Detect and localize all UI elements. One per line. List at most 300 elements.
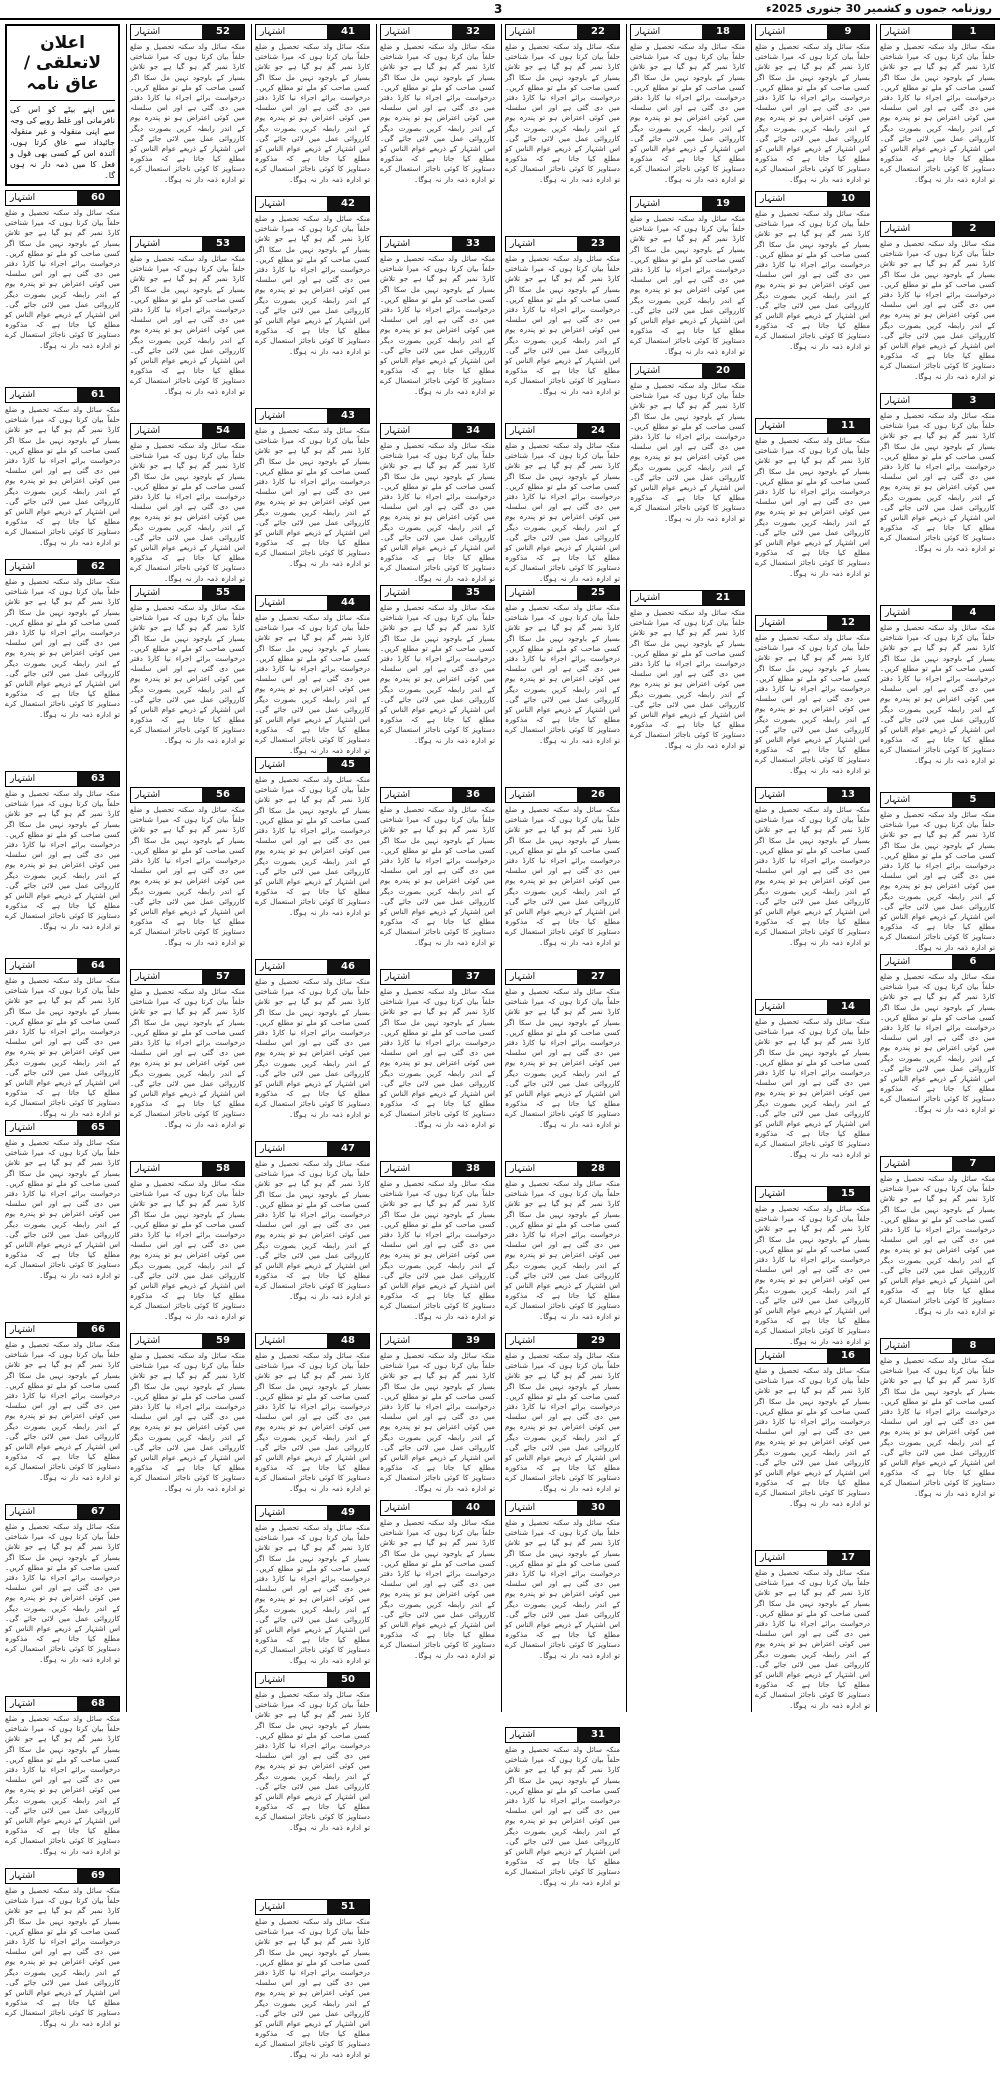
ad-label: اشتہار [135, 972, 161, 982]
ad-text: منکہ سائل ولد سکنہ تحصیل و ضلع حلفاً بیان کرتا ہوں کہ میرا شناختی کارڈ نمبر گم ہو گیا ہے جو تلاش بسیار کے باوجود نہیں مل سکا اگر کسی صاحب کو ملے تو مطلع کریں۔ درخواست برائے اجراء نیا کارڈ دفتر میں دی گئی ہے اور اس سلسلہ میں کوئی اعتراض ہو تو پندرہ یوم کے اندر رابطہ کریں بصورت دیگر کارروائی عمل میں لائی جائے گی۔ اس اشتہار کے ذریعے عوام الناس کو مطلع کیا جاتا ہے کہ مذکورہ دستاویز کا کوئی ناجائز استعمال کرے تو ادارہ ذمہ دار نہ ہوگا۔ [505, 42, 620, 184]
ad-number: 50 [327, 1673, 369, 1687]
classified-ad [130, 236, 245, 419]
ad-label: اشتہار [10, 1871, 36, 1881]
notice-title: اعلان لاتعلقی / عاق نامہ [10, 29, 115, 101]
ad-header [255, 757, 370, 773]
ad-text: منکہ سائل ولد سکنہ تحصیل و ضلع حلفاً بیان کرتا ہوں کہ میرا شناختی کارڈ نمبر گم ہو گیا ہے جو تلاش بسیار کے باوجود نہیں مل سکا اگر کسی صاحب کو ملے تو مطلع کریں۔ درخواست برائے اجراء نیا کارڈ دفتر میں دی گئی ہے اور اس سلسلہ میں کوئی اعتراض ہو تو پندرہ یوم کے اندر رابطہ کریں بصورت دیگر کارروائی عمل میں لائی جائے گی۔ اس اشتہار کے ذریعے عوام الناس کو مطلع کیا جاتا ہے کہ مذکورہ دستاویز کا کوئی ناجائز استعمال کرے تو ادارہ ذمہ دار نہ ہوگا۔ [505, 1745, 620, 1887]
ad-number: 18 [702, 25, 744, 39]
classified-columns [2, 24, 998, 2059]
ad-number: 17 [827, 1551, 869, 1565]
classified-ad [380, 24, 495, 232]
ad-header [130, 423, 245, 439]
ad-header [880, 954, 995, 970]
ad-number: 16 [827, 1349, 869, 1363]
classified-ad [255, 959, 370, 1137]
ad-header [505, 969, 620, 985]
ad-text: منکہ سائل ولد سکنہ تحصیل و ضلع حلفاً بیان کرتا ہوں کہ میرا شناختی کارڈ نمبر گم ہو گیا ہے جو تلاش بسیار کے باوجود نہیں مل سکا اگر کسی صاحب کو ملے تو مطلع کریں۔ درخواست برائے اجراء نیا کارڈ دفتر میں دی گئی ہے اور اس سلسلہ میں کوئی اعتراض ہو تو پندرہ یوم کے اندر رابطہ کریں بصورت دیگر کارروائی عمل میں لائی جائے گی۔ اس اشتہار کے ذریعے عوام الناس کو مطلع کیا جاتا ہے کہ مذکورہ دستاویز کا کوئی ناجائز استعمال کرے تو ادارہ ذمہ دار نہ ہوگا۔ [630, 42, 745, 184]
ad-header [755, 615, 870, 631]
ad-label: اشتہار [760, 1553, 786, 1563]
ad-header [255, 408, 370, 424]
issue-date: روزنامہ جموں و کشمیر 30 جنوری 2025ء [765, 2, 992, 15]
ad-header [505, 24, 620, 40]
ad-number: 48 [327, 1334, 369, 1348]
ad-header [880, 393, 995, 409]
ad-label: اشتہار [10, 1507, 36, 1517]
ad-text: منکہ سائل ولد سکنہ تحصیل و ضلع حلفاً بیان کرتا ہوں کہ میرا شناختی کارڈ نمبر گم ہو گیا ہے جو تلاش بسیار کے باوجود نہیں مل سکا اگر کسی صاحب کو ملے تو مطلع کریں۔ درخواست برائے اجراء نیا کارڈ دفتر میں دی گئی ہے اور اس سلسلہ میں کوئی اعتراض ہو تو پندرہ یوم کے اندر رابطہ کریں بصورت دیگر کارروائی عمل میں لائی جائے گی۔ اس اشتہار کے ذریعے عوام الناس کو مطلع کیا جاتا ہے کہ مذکورہ دستاویز کا کوئی ناجائز استعمال کرے تو ادارہ ذمہ دار نہ ہوگا۔ [130, 254, 245, 396]
ad-text: منکہ سائل ولد سکنہ تحصیل و ضلع حلفاً بیان کرتا ہوں کہ میرا شناختی کارڈ نمبر گم ہو گیا ہے جو تلاش بسیار کے باوجود نہیں مل سکا اگر کسی صاحب کو ملے تو مطلع کریں۔ درخواست برائے اجراء نیا کارڈ دفتر میں دی گئی ہے اور اس سلسلہ میں کوئی اعتراض ہو تو پندرہ یوم کے اندر رابطہ کریں بصورت دیگر کارروائی عمل میں لائی جائے گی۔ اس اشتہار کے ذریعے عوام الناس کو مطلع کیا جاتا ہے کہ مذکورہ دستاویز کا کوئی ناجائز استعمال کرے تو ادارہ ذمہ دار نہ ہوگا۔ [130, 1351, 245, 1493]
ad-text: منکہ سائل ولد سکنہ تحصیل و ضلع حلفاً بیان کرتا ہوں کہ میرا شناختی کارڈ نمبر گم ہو گیا ہے جو تلاش بسیار کے باوجود نہیں مل سکا اگر کسی صاحب کو ملے تو مطلع کریں۔ درخواست برائے اجراء نیا کارڈ دفتر میں دی گئی ہے اور اس سلسلہ میں کوئی اعتراض ہو تو پندرہ یوم کے اندر رابطہ کریں بصورت دیگر کارروائی عمل میں لائی جائے گی۔ اس اشتہار کے ذریعے عوام الناس کو مطلع کیا جاتا ہے کہ مذکورہ دستاویز کا کوئی ناجائز استعمال کرے تو ادارہ ذمہ دار نہ ہوگا۔ [505, 1518, 620, 1660]
ad-number: 27 [577, 970, 619, 984]
ad-header [880, 1156, 995, 1172]
ad-number: 43 [327, 409, 369, 423]
ad-number: 44 [327, 596, 369, 610]
ad-number: 61 [77, 388, 119, 402]
classified-ad [505, 24, 620, 232]
ad-label: اشتہار [10, 562, 36, 572]
ad-label: اشتہار [260, 962, 286, 972]
ad-number: 55 [202, 586, 244, 600]
ad-number: 9 [827, 25, 869, 39]
ad-header [5, 190, 120, 206]
ad-number: 34 [452, 424, 494, 438]
classified-ad [380, 1500, 495, 1723]
classified-ad [5, 1120, 120, 1318]
ad-number: 21 [702, 591, 744, 605]
classified-ad [755, 1550, 870, 1728]
ad-number: 2 [952, 222, 994, 236]
ad-label: اشتہار [135, 588, 161, 598]
classified-ad [380, 585, 495, 783]
classified-ad [255, 196, 370, 404]
ad-number: 1 [952, 25, 994, 39]
ad-text: منکہ سائل ولد سکنہ تحصیل و ضلع حلفاً بیان کرتا ہوں کہ میرا شناختی کارڈ نمبر گم ہو گیا ہے جو تلاش بسیار کے باوجود نہیں مل سکا اگر کسی صاحب کو ملے تو مطلع کریں۔ درخواست برائے اجراء نیا کارڈ دفتر میں دی گئی ہے اور اس سلسلہ میں کوئی اعتراض ہو تو پندرہ یوم کے اندر رابطہ کریں بصورت دیگر کارروائی عمل میں لائی جائے گی۔ اس اشتہار کے ذریعے عوام الناس کو مطلع کیا جاتا ہے کہ مذکورہ دستاویز کا کوئی ناجائز استعمال کرے تو ادارہ ذمہ دار نہ ہوگا۔ [5, 976, 120, 1118]
classified-ad [130, 423, 245, 581]
classified-ad [5, 1504, 120, 1692]
classified-ad [755, 1186, 870, 1344]
ad-header [380, 585, 495, 601]
ad-header [5, 559, 120, 575]
ad-header [880, 1338, 995, 1354]
classified-ad [755, 615, 870, 783]
ad-label: اشتہار [635, 593, 661, 603]
ad-label: اشتہار [260, 1508, 286, 1518]
ad-number: 12 [827, 616, 869, 630]
ad-label: اشتہار [385, 239, 411, 249]
newspaper-column [376, 24, 498, 1712]
classified-ad [130, 969, 245, 1157]
ad-text: منکہ سائل ولد سکنہ تحصیل و ضلع حلفاً بیان کرتا ہوں کہ میرا شناختی کارڈ نمبر گم ہو گیا ہے جو تلاش بسیار کے باوجود نہیں مل سکا اگر کسی صاحب کو ملے تو مطلع کریں۔ درخواست برائے اجراء نیا کارڈ دفتر میں دی گئی ہے اور اس سلسلہ میں کوئی اعتراض ہو تو پندرہ یوم کے اندر رابطہ کریں بصورت دیگر کارروائی عمل میں لائی جائے گی۔ اس اشتہار کے ذریعے عوام الناس کو مطلع کیا جاتا ہے کہ مذکورہ دستاویز کا کوئی ناجائز استعمال کرے تو ادارہ ذمہ دار نہ ہوگا۔ [255, 977, 370, 1119]
ad-number: 8 [952, 1339, 994, 1353]
ad-label: اشتہار [885, 1159, 911, 1169]
classified-ad [880, 24, 995, 217]
disclaimer-notice [5, 24, 120, 186]
ad-label: اشتہار [510, 426, 536, 436]
ad-number: 11 [827, 419, 869, 433]
ad-text: منکہ سائل ولد سکنہ تحصیل و ضلع حلفاً بیان کرتا ہوں کہ میرا شناختی کارڈ نمبر گم ہو گیا ہے جو تلاش بسیار کے باوجود نہیں مل سکا اگر کسی صاحب کو ملے تو مطلع کریں۔ درخواست برائے اجراء نیا کارڈ دفتر میں دی گئی ہے اور اس سلسلہ میں کوئی اعتراض ہو تو پندرہ یوم کے اندر رابطہ کریں بصورت دیگر کارروائی عمل میں لائی جائے گی۔ اس اشتہار کے ذریعے عوام الناس کو مطلع کیا جاتا ہے کہ مذکورہ دستاویز کا کوئی ناجائز استعمال کرے تو ادارہ ذمہ دار نہ ہوگا۔ [505, 805, 620, 947]
ad-number: 45 [327, 758, 369, 772]
ad-label: اشتہار [510, 239, 536, 249]
newspaper-column [501, 24, 623, 1887]
classified-ad [255, 24, 370, 192]
ad-number: 47 [327, 1142, 369, 1156]
ad-label: اشتہار [885, 27, 911, 37]
ad-number: 49 [327, 1506, 369, 1520]
ad-header [505, 585, 620, 601]
ad-number: 23 [577, 237, 619, 251]
classified-ad [130, 585, 245, 783]
ad-number: 56 [202, 788, 244, 802]
ad-label: اشتہار [10, 1123, 36, 1133]
ad-label: اشتہار [510, 27, 536, 37]
ad-number: 62 [77, 560, 119, 574]
classified-ad [630, 363, 745, 586]
ad-text: منکہ سائل ولد سکنہ تحصیل و ضلع حلفاً بیان کرتا ہوں کہ میرا شناختی کارڈ نمبر گم ہو گیا ہے جو تلاش بسیار کے باوجود نہیں مل سکا اگر کسی صاحب کو ملے تو مطلع کریں۔ درخواست برائے اجراء نیا کارڈ دفتر میں دی گئی ہے اور اس سلسلہ میں کوئی اعتراض ہو تو پندرہ یوم کے اندر رابطہ کریں بصورت دیگر کارروائی عمل میں لائی جائے گی۔ اس اشتہار کے ذریعے عوام الناس کو مطلع کیا جاتا ہے کہ مذکورہ دستاویز کا کوئی ناجائز استعمال کرے تو ادارہ ذمہ دار نہ ہوگا۔ [380, 1351, 495, 1493]
ad-header [630, 196, 745, 212]
ad-label: اشتہار [385, 27, 411, 37]
ad-label: اشتہار [135, 790, 161, 800]
ad-text: منکہ سائل ولد سکنہ تحصیل و ضلع حلفاً بیان کرتا ہوں کہ میرا شناختی کارڈ نمبر گم ہو گیا ہے جو تلاش بسیار کے باوجود نہیں مل سکا اگر کسی صاحب کو ملے تو مطلع کریں۔ درخواست برائے اجراء نیا کارڈ دفتر میں دی گئی ہے اور اس سلسلہ میں کوئی اعتراض ہو تو پندرہ یوم کے اندر رابطہ کریں بصورت دیگر کارروائی عمل میں لائی جائے گی۔ اس اشتہار کے ذریعے عوام الناس کو مطلع کیا جاتا ہے کہ مذکورہ دستاویز کا کوئی ناجائز استعمال کرے تو ادارہ ذمہ دار نہ ہوگا۔ [755, 42, 870, 184]
ad-label: اشتہار [135, 27, 161, 37]
ad-text: منکہ سائل ولد سکنہ تحصیل و ضلع حلفاً بیان کرتا ہوں کہ میرا شناختی کارڈ نمبر گم ہو گیا ہے جو تلاش بسیار کے باوجود نہیں مل سکا اگر کسی صاحب کو ملے تو مطلع کریں۔ درخواست برائے اجراء نیا کارڈ دفتر میں دی گئی ہے اور اس سلسلہ میں کوئی اعتراض ہو تو پندرہ یوم کے اندر رابطہ کریں بصورت دیگر کارروائی عمل میں لائی جائے گی۔ اس اشتہار کے ذریعے عوام الناس کو مطلع کیا جاتا ہے کہ مذکورہ دستاویز کا کوئی ناجائز استعمال کرے تو ادارہ ذمہ دار نہ ہوگا۔ [5, 577, 120, 719]
ad-number: 29 [577, 1334, 619, 1348]
ad-header [630, 24, 745, 40]
classified-ad [130, 787, 245, 965]
ad-number: 65 [77, 1121, 119, 1135]
ad-header [5, 1696, 120, 1712]
ad-number: 42 [327, 197, 369, 211]
ad-text: منکہ سائل ولد سکنہ تحصیل و ضلع حلفاً بیان کرتا ہوں کہ میرا شناختی کارڈ نمبر گم ہو گیا ہے جو تلاش بسیار کے باوجود نہیں مل سکا اگر کسی صاحب کو ملے تو مطلع کریں۔ درخواست برائے اجراء نیا کارڈ دفتر میں دی گئی ہے اور اس سلسلہ میں کوئی اعتراض ہو تو پندرہ یوم کے اندر رابطہ کریں بصورت دیگر کارروائی عمل میں لائی جائے گی۔ اس اشتہار کے ذریعے عوام الناس کو مطلع کیا جاتا ہے کہ مذکورہ دستاویز کا کوئی ناجائز استعمال کرے تو ادارہ ذمہ دار نہ ہوگا۔ [5, 789, 120, 931]
ad-header [5, 958, 120, 974]
ad-header [5, 1120, 120, 1136]
ad-text: منکہ سائل ولد سکنہ تحصیل و ضلع حلفاً بیان کرتا ہوں کہ میرا شناختی کارڈ نمبر گم ہو گیا ہے جو تلاش بسیار کے باوجود نہیں مل سکا اگر کسی صاحب کو ملے تو مطلع کریں۔ درخواست برائے اجراء نیا کارڈ دفتر میں دی گئی ہے اور اس سلسلہ میں کوئی اعتراض ہو تو پندرہ یوم کے اندر رابطہ کریں بصورت دیگر کارروائی عمل میں لائی جائے گی۔ اس اشتہار کے ذریعے عوام الناس کو مطلع کیا جاتا ہے کہ مذکورہ دستاویز کا کوئی ناجائز استعمال کرے تو ادارہ ذمہ دار نہ ہوگا۔ [130, 441, 245, 583]
ad-number: 20 [702, 364, 744, 378]
ad-text: منکہ سائل ولد سکنہ تحصیل و ضلع حلفاً بیان کرتا ہوں کہ میرا شناختی کارڈ نمبر گم ہو گیا ہے جو تلاش بسیار کے باوجود نہیں مل سکا اگر کسی صاحب کو ملے تو مطلع کریں۔ درخواست برائے اجراء نیا کارڈ دفتر میں دی گئی ہے اور اس سلسلہ میں کوئی اعتراض ہو تو پندرہ یوم کے اندر رابطہ کریں بصورت دیگر کارروائی عمل میں لائی جائے گی۔ اس اشتہار کے ذریعے عوام الناس کو مطلع کیا جاتا ہے کہ مذکورہ دستاویز کا کوئی ناجائز استعمال کرے تو ادارہ ذمہ دار نہ ہوگا۔ [630, 608, 745, 750]
classified-ad [380, 423, 495, 581]
ad-label: اشتہار [260, 1336, 286, 1346]
ad-header [130, 787, 245, 803]
ad-number: 57 [202, 970, 244, 984]
classified-ad [255, 1672, 370, 1895]
classified-ad [255, 1333, 370, 1501]
classified-ad [5, 1322, 120, 1500]
ad-header [255, 196, 370, 212]
ad-label: اشتہار [760, 27, 786, 37]
ad-label: اشتہار [135, 239, 161, 249]
ad-label: اشتہار [260, 760, 286, 770]
classified-ad [5, 958, 120, 1116]
classified-ad [380, 236, 495, 419]
ad-text: منکہ سائل ولد سکنہ تحصیل و ضلع حلفاً بیان کرتا ہوں کہ میرا شناختی کارڈ نمبر گم ہو گیا ہے جو تلاش بسیار کے باوجود نہیں مل سکا اگر کسی صاحب کو ملے تو مطلع کریں۔ درخواست برائے اجراء نیا کارڈ دفتر میں دی گئی ہے اور اس سلسلہ میں کوئی اعتراض ہو تو پندرہ یوم کے اندر رابطہ کریں بصورت دیگر کارروائی عمل میں لائی جائے گی۔ اس اشتہار کے ذریعے عوام الناس کو مطلع کیا جاتا ہے کہ مذکورہ دستاویز کا کوئی ناجائز استعمال کرے تو ادارہ ذمہ دار نہ ہوگا۔ [755, 1568, 870, 1710]
classified-ad [130, 1333, 245, 1496]
ad-text: منکہ سائل ولد سکنہ تحصیل و ضلع حلفاً بیان کرتا ہوں کہ میرا شناختی کارڈ نمبر گم ہو گیا ہے جو تلاش بسیار کے باوجود نہیں مل سکا اگر کسی صاحب کو ملے تو مطلع کریں۔ درخواست برائے اجراء نیا کارڈ دفتر میں دی گئی ہے اور اس سلسلہ میں کوئی اعتراض ہو تو پندرہ یوم کے اندر رابطہ کریں بصورت دیگر کارروائی عمل میں لائی جائے گی۔ اس اشتہار کے ذریعے عوام الناس کو مطلع کیا جاتا ہے کہ مذکورہ دستاویز کا کوئی ناجائز استعمال کرے تو ادارہ ذمہ دار نہ ہوگا۔ [505, 603, 620, 745]
ad-header [255, 1899, 370, 1915]
ad-text: منکہ سائل ولد سکنہ تحصیل و ضلع حلفاً بیان کرتا ہوں کہ میرا شناختی کارڈ نمبر گم ہو گیا ہے جو تلاش بسیار کے باوجود نہیں مل سکا اگر کسی صاحب کو ملے تو مطلع کریں۔ درخواست برائے اجراء نیا کارڈ دفتر میں دی گئی ہے اور اس سلسلہ میں کوئی اعتراض ہو تو پندرہ یوم کے اندر رابطہ کریں بصورت دیگر کارروائی عمل میں لائی جائے گی۔ اس اشتہار کے ذریعے عوام الناس کو مطلع کیا جاتا ہے کہ مذکورہ دستاویز کا کوئی ناجائز استعمال کرے تو ادارہ ذمہ دار نہ ہوگا۔ [880, 810, 995, 952]
ad-label: اشتہار [885, 224, 911, 234]
ad-header [255, 24, 370, 40]
ad-text: منکہ سائل ولد سکنہ تحصیل و ضلع حلفاً بیان کرتا ہوں کہ میرا شناختی کارڈ نمبر گم ہو گیا ہے جو تلاش بسیار کے باوجود نہیں مل سکا اگر کسی صاحب کو ملے تو مطلع کریں۔ درخواست برائے اجراء نیا کارڈ دفتر میں دی گئی ہے اور اس سلسلہ میں کوئی اعتراض ہو تو پندرہ یوم کے اندر رابطہ کریں بصورت دیگر کارروائی عمل میں لائی جائے گی۔ اس اشتہار کے ذریعے عوام الناس کو مطلع کیا جاتا ہے کہ مذکورہ دستاویز کا کوئی ناجائز استعمال کرے تو ادارہ ذمہ دار نہ ہوگا۔ [880, 623, 995, 765]
ad-header [380, 787, 495, 803]
ad-number: 33 [452, 237, 494, 251]
classified-ad [505, 236, 620, 419]
ad-header [755, 1348, 870, 1364]
ad-text: منکہ سائل ولد سکنہ تحصیل و ضلع حلفاً بیان کرتا ہوں کہ میرا شناختی کارڈ نمبر گم ہو گیا ہے جو تلاش بسیار کے باوجود نہیں مل سکا اگر کسی صاحب کو ملے تو مطلع کریں۔ درخواست برائے اجراء نیا کارڈ دفتر میں دی گئی ہے اور اس سلسلہ میں کوئی اعتراض ہو تو پندرہ یوم کے اندر رابطہ کریں بصورت دیگر کارروائی عمل میں لائی جائے گی۔ اس اشتہار کے ذریعے عوام الناس کو مطلع کیا جاتا ہے کہ مذکورہ دستاویز کا کوئی ناجائز استعمال کرے تو ادارہ ذمہ دار نہ ہوگا۔ [5, 1714, 120, 1856]
ad-text: منکہ سائل ولد سکنہ تحصیل و ضلع حلفاً بیان کرتا ہوں کہ میرا شناختی کارڈ نمبر گم ہو گیا ہے جو تلاش بسیار کے باوجود نہیں مل سکا اگر کسی صاحب کو ملے تو مطلع کریں۔ درخواست برائے اجراء نیا کارڈ دفتر میں دی گئی ہے اور اس سلسلہ میں کوئی اعتراض ہو تو پندرہ یوم کے اندر رابطہ کریں بصورت دیگر کارروائی عمل میں لائی جائے گی۔ اس اشتہار کے ذریعے عوام الناس کو مطلع کیا جاتا ہے کہ مذکورہ دستاویز کا کوئی ناجائز استعمال کرے تو ادارہ ذمہ دار نہ ہوگا۔ [380, 441, 495, 583]
ad-number: 35 [452, 586, 494, 600]
ad-header [380, 1333, 495, 1349]
classified-ad [380, 969, 495, 1157]
ad-header [505, 1161, 620, 1177]
ad-text: منکہ سائل ولد سکنہ تحصیل و ضلع حلفاً بیان کرتا ہوں کہ میرا شناختی کارڈ نمبر گم ہو گیا ہے جو تلاش بسیار کے باوجود نہیں مل سکا اگر کسی صاحب کو ملے تو مطلع کریں۔ درخواست برائے اجراء نیا کارڈ دفتر میں دی گئی ہے اور اس سلسلہ میں کوئی اعتراض ہو تو پندرہ یوم کے اندر رابطہ کریں بصورت دیگر کارروائی عمل میں لائی جائے گی۔ اس اشتہار کے ذریعے عوام الناس کو مطلع کیا جاتا ہے کہ مذکورہ دستاویز کا کوئی ناجائز استعمال کرے تو ادارہ ذمہ دار نہ ہوگا۔ [505, 987, 620, 1129]
ad-text: منکہ سائل ولد سکنہ تحصیل و ضلع حلفاً بیان کرتا ہوں کہ میرا شناختی کارڈ نمبر گم ہو گیا ہے جو تلاش بسیار کے باوجود نہیں مل سکا اگر کسی صاحب کو ملے تو مطلع کریں۔ درخواست برائے اجراء نیا کارڈ دفتر میں دی گئی ہے اور اس سلسلہ میں کوئی اعتراض ہو تو پندرہ یوم کے اندر رابطہ کریں بصورت دیگر کارروائی عمل میں لائی جائے گی۔ اس اشتہار کے ذریعے عوام الناس کو مطلع کیا جاتا ہے کہ مذکورہ دستاویز کا کوئی ناجائز استعمال کرے تو ادارہ ذمہ دار نہ ہوگا۔ [880, 1174, 995, 1316]
classified-ad [505, 969, 620, 1157]
ad-number: 53 [202, 237, 244, 251]
classified-ad [755, 24, 870, 187]
classified-ad [755, 787, 870, 995]
ad-text: منکہ سائل ولد سکنہ تحصیل و ضلع حلفاً بیان کرتا ہوں کہ میرا شناختی کارڈ نمبر گم ہو گیا ہے جو تلاش بسیار کے باوجود نہیں مل سکا اگر کسی صاحب کو ملے تو مطلع کریں۔ درخواست برائے اجراء نیا کارڈ دفتر میں دی گئی ہے اور اس سلسلہ میں کوئی اعتراض ہو تو پندرہ یوم کے اندر رابطہ کریں بصورت دیگر کارروائی عمل میں لائی جائے گی۔ اس اشتہار کے ذریعے عوام الناس کو مطلع کیا جاتا ہے کہ مذکورہ دستاویز کا کوئی ناجائز استعمال کرے تو ادارہ ذمہ دار نہ ہوگا۔ [255, 775, 370, 917]
ad-text: منکہ سائل ولد سکنہ تحصیل و ضلع حلفاً بیان کرتا ہوں کہ میرا شناختی کارڈ نمبر گم ہو گیا ہے جو تلاش بسیار کے باوجود نہیں مل سکا اگر کسی صاحب کو ملے تو مطلع کریں۔ درخواست برائے اجراء نیا کارڈ دفتر میں دی گئی ہے اور اس سلسلہ میں کوئی اعتراض ہو تو پندرہ یوم کے اندر رابطہ کریں بصورت دیگر کارروائی عمل میں لائی جائے گی۔ اس اشتہار کے ذریعے عوام الناس کو مطلع کیا جاتا ہے کہ مذکورہ دستاویز کا کوئی ناجائز استعمال کرے تو ادارہ ذمہ دار نہ ہوگا۔ [505, 1351, 620, 1493]
ad-label: اشتہار [510, 972, 536, 982]
ad-text: منکہ سائل ولد سکنہ تحصیل و ضلع حلفاً بیان کرتا ہوں کہ میرا شناختی کارڈ نمبر گم ہو گیا ہے جو تلاش بسیار کے باوجود نہیں مل سکا اگر کسی صاحب کو ملے تو مطلع کریں۔ درخواست برائے اجراء نیا کارڈ دفتر میں دی گئی ہے اور اس سلسلہ میں کوئی اعتراض ہو تو پندرہ یوم کے اندر رابطہ کریں بصورت دیگر کارروائی عمل میں لائی جائے گی۔ اس اشتہار کے ذریعے عوام الناس کو مطلع کیا جاتا ہے کہ مذکورہ دستاویز کا کوئی ناجائز استعمال کرے تو ادارہ ذمہ دار نہ ہوگا۔ [255, 613, 370, 755]
ad-label: اشتہار [10, 1325, 36, 1335]
ad-label: اشتہار [885, 1341, 911, 1351]
ad-header [380, 1161, 495, 1177]
ad-text: منکہ سائل ولد سکنہ تحصیل و ضلع حلفاً بیان کرتا ہوں کہ میرا شناختی کارڈ نمبر گم ہو گیا ہے جو تلاش بسیار کے باوجود نہیں مل سکا اگر کسی صاحب کو ملے تو مطلع کریں۔ درخواست برائے اجراء نیا کارڈ دفتر میں دی گئی ہے اور اس سلسلہ میں کوئی اعتراض ہو تو پندرہ یوم کے اندر رابطہ کریں بصورت دیگر کارروائی عمل میں لائی جائے گی۔ اس اشتہار کے ذریعے عوام الناس کو مطلع کیا جاتا ہے کہ مذکورہ دستاویز کا کوئی ناجائز استعمال کرے تو ادارہ ذمہ دار نہ ہوگا۔ [255, 426, 370, 568]
ad-text: منکہ سائل ولد سکنہ تحصیل و ضلع حلفاً بیان کرتا ہوں کہ میرا شناختی کارڈ نمبر گم ہو گیا ہے جو تلاش بسیار کے باوجود نہیں مل سکا اگر کسی صاحب کو ملے تو مطلع کریں۔ درخواست برائے اجراء نیا کارڈ دفتر میں دی گئی ہے اور اس سلسلہ میں کوئی اعتراض ہو تو پندرہ یوم کے اندر رابطہ کریں بصورت دیگر کارروائی عمل میں لائی جائے گی۔ اس اشتہار کے ذریعے عوام الناس کو مطلع کیا جاتا ہے کہ مذکورہ دستاویز کا کوئی ناجائز استعمال کرے تو ادارہ ذمہ دار نہ ہوگا۔ [255, 1917, 370, 2059]
ad-number: 60 [77, 191, 119, 205]
classified-ad [505, 423, 620, 581]
ad-text: منکہ سائل ولد سکنہ تحصیل و ضلع حلفاً بیان کرتا ہوں کہ میرا شناختی کارڈ نمبر گم ہو گیا ہے جو تلاش بسیار کے باوجود نہیں مل سکا اگر کسی صاحب کو ملے تو مطلع کریں۔ درخواست برائے اجراء نیا کارڈ دفتر میں دی گئی ہے اور اس سلسلہ میں کوئی اعتراض ہو تو پندرہ یوم کے اندر رابطہ کریں بصورت دیگر کارروائی عمل میں لائی جائے گی۔ اس اشتہار کے ذریعے عوام الناس کو مطلع کیا جاتا ہے کہ مذکورہ دستاویز کا کوئی ناجائز استعمال کرے تو ادارہ ذمہ دار نہ ہوگا۔ [380, 1179, 495, 1321]
ad-number: 6 [952, 955, 994, 969]
classified-ad [880, 221, 995, 389]
ad-text: منکہ سائل ولد سکنہ تحصیل و ضلع حلفاً بیان کرتا ہوں کہ میرا شناختی کارڈ نمبر گم ہو گیا ہے جو تلاش بسیار کے باوجود نہیں مل سکا اگر کسی صاحب کو ملے تو مطلع کریں۔ درخواست برائے اجراء نیا کارڈ دفتر میں دی گئی ہے اور اس سلسلہ میں کوئی اعتراض ہو تو پندرہ یوم کے اندر رابطہ کریں بصورت دیگر کارروائی عمل میں لائی جائے گی۔ اس اشتہار کے ذریعے عوام الناس کو مطلع کیا جاتا ہے کہ مذکورہ دستاویز کا کوئی ناجائز استعمال کرے تو ادارہ ذمہ دار نہ ہوگا۔ [505, 1179, 620, 1321]
classified-ad [380, 787, 495, 965]
ad-header [505, 423, 620, 439]
newspaper-column [876, 24, 998, 1712]
ad-number: 37 [452, 970, 494, 984]
ad-header [880, 605, 995, 621]
ad-text: منکہ سائل ولد سکنہ تحصیل و ضلع حلفاً بیان کرتا ہوں کہ میرا شناختی کارڈ نمبر گم ہو گیا ہے جو تلاش بسیار کے باوجود نہیں مل سکا اگر کسی صاحب کو ملے تو مطلع کریں۔ درخواست برائے اجراء نیا کارڈ دفتر میں دی گئی ہے اور اس سلسلہ میں کوئی اعتراض ہو تو پندرہ یوم کے اندر رابطہ کریں بصورت دیگر کارروائی عمل میں لائی جائے گی۔ اس اشتہار کے ذریعے عوام الناس کو مطلع کیا جاتا ہے کہ مذکورہ دستاویز کا کوئی ناجائز استعمال کرے تو ادارہ ذمہ دار نہ ہوگا۔ [880, 42, 995, 184]
ad-label: اشتہار [510, 588, 536, 598]
ad-label: اشتہار [260, 1675, 286, 1685]
ad-number: 30 [577, 1501, 619, 1515]
ad-number: 24 [577, 424, 619, 438]
newspaper-column [126, 24, 248, 1712]
ad-header [255, 1333, 370, 1349]
ad-header [380, 236, 495, 252]
classified-ad [630, 24, 745, 192]
ad-label: اشتہار [385, 1503, 411, 1513]
ad-text: منکہ سائل ولد سکنہ تحصیل و ضلع حلفاً بیان کرتا ہوں کہ میرا شناختی کارڈ نمبر گم ہو گیا ہے جو تلاش بسیار کے باوجود نہیں مل سکا اگر کسی صاحب کو ملے تو مطلع کریں۔ درخواست برائے اجراء نیا کارڈ دفتر میں دی گئی ہے اور اس سلسلہ میں کوئی اعتراض ہو تو پندرہ یوم کے اندر رابطہ کریں بصورت دیگر کارروائی عمل میں لائی جائے گی۔ اس اشتہار کے ذریعے عوام الناس کو مطلع کیا جاتا ہے کہ مذکورہ دستاویز کا کوئی ناجائز استعمال کرے تو ادارہ ذمہ دار نہ ہوگا۔ [630, 381, 745, 523]
ad-number: 7 [952, 1157, 994, 1171]
ad-header [5, 771, 120, 787]
ad-header [505, 787, 620, 803]
ad-number: 38 [452, 1162, 494, 1176]
ad-number: 10 [827, 192, 869, 206]
ad-number: 52 [202, 25, 244, 39]
ad-header [880, 24, 995, 40]
ad-header [255, 1141, 370, 1157]
ad-text: منکہ سائل ولد سکنہ تحصیل و ضلع حلفاً بیان کرتا ہوں کہ میرا شناختی کارڈ نمبر گم ہو گیا ہے جو تلاش بسیار کے باوجود نہیں مل سکا اگر کسی صاحب کو ملے تو مطلع کریں۔ درخواست برائے اجراء نیا کارڈ دفتر میں دی گئی ہے اور اس سلسلہ میں کوئی اعتراض ہو تو پندرہ یوم کے اندر رابطہ کریں بصورت دیگر کارروائی عمل میں لائی جائے گی۔ اس اشتہار کے ذریعے عوام الناس کو مطلع کیا جاتا ہے کہ مذکورہ دستاویز کا کوئی ناجائز استعمال کرے تو ادارہ ذمہ دار نہ ہوگا۔ [130, 805, 245, 947]
ad-text: منکہ سائل ولد سکنہ تحصیل و ضلع حلفاً بیان کرتا ہوں کہ میرا شناختی کارڈ نمبر گم ہو گیا ہے جو تلاش بسیار کے باوجود نہیں مل سکا اگر کسی صاحب کو ملے تو مطلع کریں۔ درخواست برائے اجراء نیا کارڈ دفتر میں دی گئی ہے اور اس سلسلہ میں کوئی اعتراض ہو تو پندرہ یوم کے اندر رابطہ کریں بصورت دیگر کارروائی عمل میں لائی جائے گی۔ اس اشتہار کے ذریعے عوام الناس کو مطلع کیا جاتا ہے کہ مذکورہ دستاویز کا کوئی ناجائز استعمال کرے تو ادارہ ذمہ دار نہ ہوگا۔ [755, 1017, 870, 1159]
ad-number: 41 [327, 25, 369, 39]
ad-label: اشتہار [385, 588, 411, 598]
ad-header [255, 595, 370, 611]
ad-text: منکہ سائل ولد سکنہ تحصیل و ضلع حلفاً بیان کرتا ہوں کہ میرا شناختی کارڈ نمبر گم ہو گیا ہے جو تلاش بسیار کے باوجود نہیں مل سکا اگر کسی صاحب کو ملے تو مطلع کریں۔ درخواست برائے اجراء نیا کارڈ دفتر میں دی گئی ہے اور اس سلسلہ میں کوئی اعتراض ہو تو پندرہ یوم کے اندر رابطہ کریں بصورت دیگر کارروائی عمل میں لائی جائے گی۔ اس اشتہار کے ذریعے عوام الناس کو مطلع کیا جاتا ہے کہ مذکورہ دستاویز کا کوئی ناجائز استعمال کرے تو ادارہ ذمہ دار نہ ہوگا۔ [880, 972, 995, 1114]
classified-ad [630, 590, 745, 783]
ad-label: اشتہار [260, 598, 286, 608]
classified-ad [755, 418, 870, 611]
ad-header [755, 1186, 870, 1202]
classified-ad [130, 24, 245, 232]
classified-ad [5, 771, 120, 954]
classified-ad [880, 954, 995, 1152]
ad-number: 68 [77, 1697, 119, 1711]
ad-header [380, 969, 495, 985]
ad-header [755, 191, 870, 207]
ad-text: منکہ سائل ولد سکنہ تحصیل و ضلع حلفاً بیان کرتا ہوں کہ میرا شناختی کارڈ نمبر گم ہو گیا ہے جو تلاش بسیار کے باوجود نہیں مل سکا اگر کسی صاحب کو ملے تو مطلع کریں۔ درخواست برائے اجراء نیا کارڈ دفتر میں دی گئی ہے اور اس سلسلہ میں کوئی اعتراض ہو تو پندرہ یوم کے اندر رابطہ کریں بصورت دیگر کارروائی عمل میں لائی جائے گی۔ اس اشتہار کے ذریعے عوام الناس کو مطلع کیا جاتا ہے کہ مذکورہ دستاویز کا کوئی ناجائز استعمال کرے تو ادارہ ذمہ دار نہ ہوگا۔ [5, 208, 120, 350]
ad-number: 54 [202, 424, 244, 438]
ad-text: منکہ سائل ولد سکنہ تحصیل و ضلع حلفاً بیان کرتا ہوں کہ میرا شناختی کارڈ نمبر گم ہو گیا ہے جو تلاش بسیار کے باوجود نہیں مل سکا اگر کسی صاحب کو ملے تو مطلع کریں۔ درخواست برائے اجراء نیا کارڈ دفتر میں دی گئی ہے اور اس سلسلہ میں کوئی اعتراض ہو تو پندرہ یوم کے اندر رابطہ کریں بصورت دیگر کارروائی عمل میں لائی جائے گی۔ اس اشتہار کے ذریعے عوام الناس کو مطلع کیا جاتا ہے کہ مذکورہ دستاویز کا کوئی ناجائز استعمال کرے تو ادارہ ذمہ دار نہ ہوگا۔ [380, 254, 495, 396]
ad-header [755, 418, 870, 434]
ad-header [380, 423, 495, 439]
ad-header [880, 221, 995, 237]
ad-text: منکہ سائل ولد سکنہ تحصیل و ضلع حلفاً بیان کرتا ہوں کہ میرا شناختی کارڈ نمبر گم ہو گیا ہے جو تلاش بسیار کے باوجود نہیں مل سکا اگر کسی صاحب کو ملے تو مطلع کریں۔ درخواست برائے اجراء نیا کارڈ دفتر میں دی گئی ہے اور اس سلسلہ میں کوئی اعتراض ہو تو پندرہ یوم کے اندر رابطہ کریں بصورت دیگر کارروائی عمل میں لائی جائے گی۔ اس اشتہار کے ذریعے عوام الناس کو مطلع کیا جاتا ہے کہ مذکورہ دستاویز کا کوئی ناجائز استعمال کرے تو ادارہ ذمہ دار نہ ہوگا۔ [255, 214, 370, 356]
ad-label: اشتہار [135, 426, 161, 436]
classified-ad [505, 1161, 620, 1329]
ad-header [880, 792, 995, 808]
ad-label: اشتہار [510, 790, 536, 800]
ad-number: 31 [577, 1728, 619, 1742]
ad-number: 15 [827, 1187, 869, 1201]
classified-ad [880, 393, 995, 601]
ad-number: 13 [827, 788, 869, 802]
classified-ad [5, 1696, 120, 1864]
ad-label: اشتہار [260, 199, 286, 209]
ad-header [130, 24, 245, 40]
classified-ad [880, 792, 995, 950]
ad-label: اشتہار [135, 1336, 161, 1346]
masthead [0, 0, 1000, 20]
ad-number: 58 [202, 1162, 244, 1176]
classified-ad [255, 1899, 370, 2092]
classified-ad [880, 1338, 995, 1526]
newspaper-column [751, 24, 873, 1712]
ad-label: اشتہار [510, 1730, 536, 1740]
ad-label: اشتہار [10, 961, 36, 971]
classified-ad [130, 1161, 245, 1329]
classified-ad [5, 190, 120, 383]
ad-label: اشتہار [260, 1144, 286, 1154]
ad-text: منکہ سائل ولد سکنہ تحصیل و ضلع حلفاً بیان کرتا ہوں کہ میرا شناختی کارڈ نمبر گم ہو گیا ہے جو تلاش بسیار کے باوجود نہیں مل سکا اگر کسی صاحب کو ملے تو مطلع کریں۔ درخواست برائے اجراء نیا کارڈ دفتر میں دی گئی ہے اور اس سلسلہ میں کوئی اعتراض ہو تو پندرہ یوم کے اندر رابطہ کریں بصورت دیگر کارروائی عمل میں لائی جائے گی۔ اس اشتہار کے ذریعے عوام الناس کو مطلع کیا جاتا ہے کہ مذکورہ دستاویز کا کوئی ناجائز استعمال کرے تو ادارہ ذمہ دار نہ ہوگا۔ [255, 1523, 370, 1665]
ad-text: منکہ سائل ولد سکنہ تحصیل و ضلع حلفاً بیان کرتا ہوں کہ میرا شناختی کارڈ نمبر گم ہو گیا ہے جو تلاش بسیار کے باوجود نہیں مل سکا اگر کسی صاحب کو ملے تو مطلع کریں۔ درخواست برائے اجراء نیا کارڈ دفتر میں دی گئی ہے اور اس سلسلہ میں کوئی اعتراض ہو تو پندرہ یوم کے اندر رابطہ کریں بصورت دیگر کارروائی عمل میں لائی جائے گی۔ اس اشتہار کے ذریعے عوام الناس کو مطلع کیا جاتا ہے کہ مذکورہ دستاویز کا کوئی ناجائز استعمال کرے تو ادارہ ذمہ دار نہ ہوگا۔ [755, 1366, 870, 1508]
classified-ad [755, 191, 870, 414]
ad-label: اشتہار [10, 1699, 36, 1709]
ad-number: 4 [952, 606, 994, 620]
classified-ad [255, 408, 370, 591]
ad-number: 14 [827, 1000, 869, 1014]
ad-header [130, 969, 245, 985]
ad-number: 32 [452, 25, 494, 39]
ad-label: اشتہار [10, 774, 36, 784]
classified-ad [505, 1500, 620, 1723]
ad-label: اشتہار [10, 193, 36, 203]
ad-number: 5 [952, 793, 994, 807]
ad-text: منکہ سائل ولد سکنہ تحصیل و ضلع حلفاً بیان کرتا ہوں کہ میرا شناختی کارڈ نمبر گم ہو گیا ہے جو تلاش بسیار کے باوجود نہیں مل سکا اگر کسی صاحب کو ملے تو مطلع کریں۔ درخواست برائے اجراء نیا کارڈ دفتر میں دی گئی ہے اور اس سلسلہ میں کوئی اعتراض ہو تو پندرہ یوم کے اندر رابطہ کریں بصورت دیگر کارروائی عمل میں لائی جائے گی۔ اس اشتہار کے ذریعے عوام الناس کو مطلع کیا جاتا ہے کہ مذکورہ دستاویز کا کوئی ناجائز استعمال کرے تو ادارہ ذمہ دار نہ ہوگا۔ [130, 42, 245, 184]
ad-label: اشتہار [760, 790, 786, 800]
ad-number: 39 [452, 1334, 494, 1348]
ad-text: منکہ سائل ولد سکنہ تحصیل و ضلع حلفاً بیان کرتا ہوں کہ میرا شناختی کارڈ نمبر گم ہو گیا ہے جو تلاش بسیار کے باوجود نہیں مل سکا اگر کسی صاحب کو ملے تو مطلع کریں۔ درخواست برائے اجراء نیا کارڈ دفتر میں دی گئی ہے اور اس سلسلہ میں کوئی اعتراض ہو تو پندرہ یوم کے اندر رابطہ کریں بصورت دیگر کارروائی عمل میں لائی جائے گی۔ اس اشتہار کے ذریعے عوام الناس کو مطلع کیا جاتا ہے کہ مذکورہ دستاویز کا کوئی ناجائز استعمال کرے تو ادارہ ذمہ دار نہ ہوگا۔ [880, 411, 995, 553]
ad-label: اشتہار [885, 795, 911, 805]
ad-header [380, 24, 495, 40]
ad-label: اشتہار [760, 618, 786, 628]
ad-text: منکہ سائل ولد سکنہ تحصیل و ضلع حلفاً بیان کرتا ہوں کہ میرا شناختی کارڈ نمبر گم ہو گیا ہے جو تلاش بسیار کے باوجود نہیں مل سکا اگر کسی صاحب کو ملے تو مطلع کریں۔ درخواست برائے اجراء نیا کارڈ دفتر میں دی گئی ہے اور اس سلسلہ میں کوئی اعتراض ہو تو پندرہ یوم کے اندر رابطہ کریں بصورت دیگر کارروائی عمل میں لائی جائے گی۔ اس اشتہار کے ذریعے عوام الناس کو مطلع کیا جاتا ہے کہ مذکورہ دستاویز کا کوئی ناجائز استعمال کرے تو ادارہ ذمہ دار نہ ہوگا۔ [130, 1179, 245, 1321]
classified-ad [755, 999, 870, 1182]
newspaper-column [626, 24, 748, 1712]
classified-ad [255, 1141, 370, 1329]
ad-text: منکہ سائل ولد سکنہ تحصیل و ضلع حلفاً بیان کرتا ہوں کہ میرا شناختی کارڈ نمبر گم ہو گیا ہے جو تلاش بسیار کے باوجود نہیں مل سکا اگر کسی صاحب کو ملے تو مطلع کریں۔ درخواست برائے اجراء نیا کارڈ دفتر میں دی گئی ہے اور اس سلسلہ میں کوئی اعتراض ہو تو پندرہ یوم کے اندر رابطہ کریں بصورت دیگر کارروائی عمل میں لائی جائے گی۔ اس اشتہار کے ذریعے عوام الناس کو مطلع کیا جاتا ہے کہ مذکورہ دستاویز کا کوئی ناجائز استعمال کرے تو ادارہ ذمہ دار نہ ہوگا۔ [255, 1159, 370, 1301]
ad-label: اشتہار [885, 396, 911, 406]
ad-header [755, 999, 870, 1015]
ad-header [130, 585, 245, 601]
ad-text: منکہ سائل ولد سکنہ تحصیل و ضلع حلفاً بیان کرتا ہوں کہ میرا شناختی کارڈ نمبر گم ہو گیا ہے جو تلاش بسیار کے باوجود نہیں مل سکا اگر کسی صاحب کو ملے تو مطلع کریں۔ درخواست برائے اجراء نیا کارڈ دفتر میں دی گئی ہے اور اس سلسلہ میں کوئی اعتراض ہو تو پندرہ یوم کے اندر رابطہ کریں بصورت دیگر کارروائی عمل میں لائی جائے گی۔ اس اشتہار کے ذریعے عوام الناس کو مطلع کیا جاتا ہے کہ مذکورہ دستاویز کا کوئی ناجائز استعمال کرے تو ادارہ ذمہ دار نہ ہوگا۔ [5, 1340, 120, 1482]
page-number: 3 [494, 2, 503, 16]
ad-header [380, 1500, 495, 1516]
ad-text: منکہ سائل ولد سکنہ تحصیل و ضلع حلفاً بیان کرتا ہوں کہ میرا شناختی کارڈ نمبر گم ہو گیا ہے جو تلاش بسیار کے باوجود نہیں مل سکا اگر کسی صاحب کو ملے تو مطلع کریں۔ درخواست برائے اجراء نیا کارڈ دفتر میں دی گئی ہے اور اس سلسلہ میں کوئی اعتراض ہو تو پندرہ یوم کے اندر رابطہ کریں بصورت دیگر کارروائی عمل میں لائی جائے گی۔ اس اشتہار کے ذریعے عوام الناس کو مطلع کیا جاتا ہے کہ مذکورہ دستاویز کا کوئی ناجائز استعمال کرے تو ادارہ ذمہ دار نہ ہوگا۔ [755, 633, 870, 775]
ad-text: منکہ سائل ولد سکنہ تحصیل و ضلع حلفاً بیان کرتا ہوں کہ میرا شناختی کارڈ نمبر گم ہو گیا ہے جو تلاش بسیار کے باوجود نہیں مل سکا اگر کسی صاحب کو ملے تو مطلع کریں۔ درخواست برائے اجراء نیا کارڈ دفتر میں دی گئی ہے اور اس سلسلہ میں کوئی اعتراض ہو تو پندرہ یوم کے اندر رابطہ کریں بصورت دیگر کارروائی عمل میں لائی جائے گی۔ اس اشتہار کے ذریعے عوام الناس کو مطلع کیا جاتا ہے کہ مذکورہ دستاویز کا کوئی ناجائز استعمال کرے تو ادارہ ذمہ دار نہ ہوگا۔ [5, 1886, 120, 2028]
ad-header [5, 387, 120, 403]
ad-label: اشتہار [885, 608, 911, 618]
classified-ad [880, 1156, 995, 1334]
ad-text: منکہ سائل ولد سکنہ تحصیل و ضلع حلفاً بیان کرتا ہوں کہ میرا شناختی کارڈ نمبر گم ہو گیا ہے جو تلاش بسیار کے باوجود نہیں مل سکا اگر کسی صاحب کو ملے تو مطلع کریں۔ درخواست برائے اجراء نیا کارڈ دفتر میں دی گئی ہے اور اس سلسلہ میں کوئی اعتراض ہو تو پندرہ یوم کے اندر رابطہ کریں بصورت دیگر کارروائی عمل میں لائی جائے گی۔ اس اشتہار کے ذریعے عوام الناس کو مطلع کیا جاتا ہے کہ مذکورہ دستاویز کا کوئی ناجائز استعمال کرے تو ادارہ ذمہ دار نہ ہوگا۔ [130, 987, 245, 1129]
ad-header [505, 1333, 620, 1349]
classified-ad [255, 1505, 370, 1668]
ad-text: منکہ سائل ولد سکنہ تحصیل و ضلع حلفاً بیان کرتا ہوں کہ میرا شناختی کارڈ نمبر گم ہو گیا ہے جو تلاش بسیار کے باوجود نہیں مل سکا اگر کسی صاحب کو ملے تو مطلع کریں۔ درخواست برائے اجراء نیا کارڈ دفتر میں دی گئی ہے اور اس سلسلہ میں کوئی اعتراض ہو تو پندرہ یوم کے اندر رابطہ کریں بصورت دیگر کارروائی عمل میں لائی جائے گی۔ اس اشتہار کے ذریعے عوام الناس کو مطلع کیا جاتا ہے کہ مذکورہ دستاویز کا کوئی ناجائز استعمال کرے تو ادارہ ذمہ دار نہ ہوگا۔ [380, 603, 495, 745]
ad-text: منکہ سائل ولد سکنہ تحصیل و ضلع حلفاً بیان کرتا ہوں کہ میرا شناختی کارڈ نمبر گم ہو گیا ہے جو تلاش بسیار کے باوجود نہیں مل سکا اگر کسی صاحب کو ملے تو مطلع کریں۔ درخواست برائے اجراء نیا کارڈ دفتر میں دی گئی ہے اور اس سلسلہ میں کوئی اعتراض ہو تو پندرہ یوم کے اندر رابطہ کریں بصورت دیگر کارروائی عمل میں لائی جائے گی۔ اس اشتہار کے ذریعے عوام الناس کو مطلع کیا جاتا ہے کہ مذکورہ دستاویز کا کوئی ناجائز استعمال کرے تو ادارہ ذمہ دار نہ ہوگا۔ [880, 239, 995, 381]
ad-label: اشتہار [510, 1164, 536, 1174]
ad-number: 26 [577, 788, 619, 802]
ad-number: 46 [327, 960, 369, 974]
ad-label: اشتہار [385, 426, 411, 436]
ad-header [5, 1504, 120, 1520]
ad-header [255, 959, 370, 975]
ad-number: 51 [327, 1900, 369, 1914]
classified-ad [255, 595, 370, 753]
ad-header [505, 236, 620, 252]
ad-text: منکہ سائل ولد سکنہ تحصیل و ضلع حلفاً بیان کرتا ہوں کہ میرا شناختی کارڈ نمبر گم ہو گیا ہے جو تلاش بسیار کے باوجود نہیں مل سکا اگر کسی صاحب کو ملے تو مطلع کریں۔ درخواست برائے اجراء نیا کارڈ دفتر میں دی گئی ہے اور اس سلسلہ میں کوئی اعتراض ہو تو پندرہ یوم کے اندر رابطہ کریں بصورت دیگر کارروائی عمل میں لائی جائے گی۔ اس اشتہار کے ذریعے عوام الناس کو مطلع کیا جاتا ہے کہ مذکورہ دستاویز کا کوئی ناجائز استعمال کرے تو ادارہ ذمہ دار نہ ہوگا۔ [755, 436, 870, 578]
classified-ad [5, 387, 120, 555]
ad-header [5, 1868, 120, 1884]
ad-text: منکہ سائل ولد سکنہ تحصیل و ضلع حلفاً بیان کرتا ہوں کہ میرا شناختی کارڈ نمبر گم ہو گیا ہے جو تلاش بسیار کے باوجود نہیں مل سکا اگر کسی صاحب کو ملے تو مطلع کریں۔ درخواست برائے اجراء نیا کارڈ دفتر میں دی گئی ہے اور اس سلسلہ میں کوئی اعتراض ہو تو پندرہ یوم کے اندر رابطہ کریں بصورت دیگر کارروائی عمل میں لائی جائے گی۔ اس اشتہار کے ذریعے عوام الناس کو مطلع کیا جاتا ہے کہ مذکورہ دستاویز کا کوئی ناجائز استعمال کرے تو ادارہ ذمہ دار نہ ہوگا۔ [755, 209, 870, 351]
notice-text: میں اپنے بیٹے کو اس کی نافرمانی اور غلط رویے کی وجہ سے اپنی منقولہ و غیر منقولہ جائیداد سے عاق کرتا ہوں، آئندہ اس کے کسی بھی قول و فعل کا میں ذمہ دار نہ ہوں گا۔ [10, 105, 115, 180]
ad-label: اشتہار [135, 1164, 161, 1174]
ad-text: منکہ سائل ولد سکنہ تحصیل و ضلع حلفاً بیان کرتا ہوں کہ میرا شناختی کارڈ نمبر گم ہو گیا ہے جو تلاش بسیار کے باوجود نہیں مل سکا اگر کسی صاحب کو ملے تو مطلع کریں۔ درخواست برائے اجراء نیا کارڈ دفتر میں دی گئی ہے اور اس سلسلہ میں کوئی اعتراض ہو تو پندرہ یوم کے اندر رابطہ کریں بصورت دیگر کارروائی عمل میں لائی جائے گی۔ اس اشتہار کے ذریعے عوام الناس کو مطلع کیا جاتا ہے کہ مذکورہ دستاویز کا کوئی ناجائز استعمال کرے تو ادارہ ذمہ دار نہ ہوگا۔ [5, 1522, 120, 1664]
ad-header [630, 363, 745, 379]
classified-ad [505, 1727, 620, 1920]
classified-ad [880, 605, 995, 788]
ad-label: اشتہار [635, 366, 661, 376]
classified-ad [5, 1868, 120, 2031]
ad-header [505, 1727, 620, 1743]
ad-label: اشتہار [385, 1164, 411, 1174]
ad-text: منکہ سائل ولد سکنہ تحصیل و ضلع حلفاً بیان کرتا ہوں کہ میرا شناختی کارڈ نمبر گم ہو گیا ہے جو تلاش بسیار کے باوجود نہیں مل سکا اگر کسی صاحب کو ملے تو مطلع کریں۔ درخواست برائے اجراء نیا کارڈ دفتر میں دی گئی ہے اور اس سلسلہ میں کوئی اعتراض ہو تو پندرہ یوم کے اندر رابطہ کریں بصورت دیگر کارروائی عمل میں لائی جائے گی۔ اس اشتہار کے ذریعے عوام الناس کو مطلع کیا جاتا ہے کہ مذکورہ دستاویز کا کوئی ناجائز استعمال کرے تو ادارہ ذمہ دار نہ ہوگا۔ [380, 805, 495, 947]
ad-text: منکہ سائل ولد سکنہ تحصیل و ضلع حلفاً بیان کرتا ہوں کہ میرا شناختی کارڈ نمبر گم ہو گیا ہے جو تلاش بسیار کے باوجود نہیں مل سکا اگر کسی صاحب کو ملے تو مطلع کریں۔ درخواست برائے اجراء نیا کارڈ دفتر میں دی گئی ہے اور اس سلسلہ میں کوئی اعتراض ہو تو پندرہ یوم کے اندر رابطہ کریں بصورت دیگر کارروائی عمل میں لائی جائے گی۔ اس اشتہار کے ذریعے عوام الناس کو مطلع کیا جاتا ہے کہ مذکورہ دستاویز کا کوئی ناجائز استعمال کرے تو ادارہ ذمہ دار نہ ہوگا۔ [255, 42, 370, 184]
ad-label: اشتہار [260, 1902, 286, 1912]
ad-text: منکہ سائل ولد سکنہ تحصیل و ضلع حلفاً بیان کرتا ہوں کہ میرا شناختی کارڈ نمبر گم ہو گیا ہے جو تلاش بسیار کے باوجود نہیں مل سکا اگر کسی صاحب کو ملے تو مطلع کریں۔ درخواست برائے اجراء نیا کارڈ دفتر میں دی گئی ہے اور اس سلسلہ میں کوئی اعتراض ہو تو پندرہ یوم کے اندر رابطہ کریں بصورت دیگر کارروائی عمل میں لائی جائے گی۔ اس اشتہار کے ذریعے عوام الناس کو مطلع کیا جاتا ہے کہ مذکورہ دستاویز کا کوئی ناجائز استعمال کرے تو ادارہ ذمہ دار نہ ہوگا۔ [130, 603, 245, 745]
newspaper-column [2, 24, 123, 2028]
ad-label: اشتہار [385, 790, 411, 800]
ad-label: اشتہار [760, 1189, 786, 1199]
ad-header [130, 1333, 245, 1349]
